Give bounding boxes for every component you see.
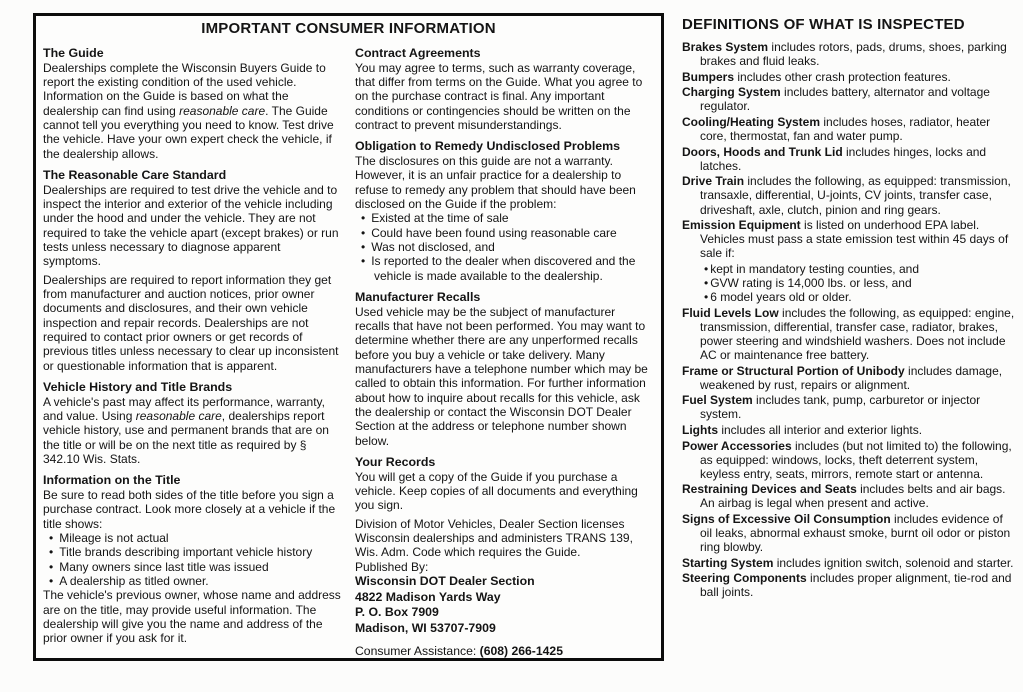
paragraph: The vehicle's previous owner, whose name and address are on the title, may provide useful information. The dealership will give you the name and address of the prior owner if you ask for it. — [43, 588, 341, 646]
publisher-address-line: P. O. Box 7909 — [355, 605, 439, 620]
emission-conditions-list — [682, 262, 1018, 304]
list-item: • Was not disclosed, and — [361, 240, 653, 254]
definition-term: Doors, Hoods and Trunk Lid — [682, 144, 843, 159]
definition-term: Fluid Levels Low — [682, 305, 779, 320]
paragraph: Used vehicle may be the subject of manufacturer recalls that have not been performed. You may want to determine whether there are any unperformed recalls before you buy a vehicle or take delivery. Many manufacturers have a telephone number which may be called to obtain this information. For further information about how to inquire about recalls for this vehicle, ask the dealership or contact the Wisconsin DOT Dealer Section at the address or telephone number shown below. — [355, 304, 648, 448]
paragraph: You may agree to terms, such as warranty coverage, that differ from terms on the Guide. What you agree to on the purchase contract is final. Any important conditions or contingencies should be written on the contract to prevent misunderstandings. — [355, 60, 643, 132]
consumer-info-title: IMPORTANT CONSUMER INFORMATION — [201, 20, 496, 37]
definition-entry — [682, 115, 1018, 143]
paragraph — [43, 395, 341, 467]
definition-entry — [682, 364, 1018, 392]
definition-entry — [682, 439, 1018, 481]
section-the-guide — [43, 46, 341, 161]
definition-text: includes belts and air bags. An airbag is legal when present and active. — [700, 482, 1006, 511]
definition-text: is listed on underhood EPA label. Vehicles must pass a state emission test within 45 days of sale if: — [700, 218, 1009, 261]
definition-term: Fuel System — [682, 393, 753, 408]
list-item: • Many owners since last title was issued — [49, 560, 341, 574]
definition-entry — [682, 423, 1018, 437]
section-contract-agreements — [355, 46, 653, 132]
definition-text: includes damage, weakened by rust, repairs or alignment. — [700, 363, 1003, 392]
definition-entry — [682, 571, 1018, 599]
definition-entry — [682, 70, 1018, 84]
definition-entry — [682, 512, 1018, 554]
published-by-label: Published By: — [355, 559, 429, 574]
definition-text: includes rotors, pads, drums, shoes, parking brakes and fluid leaks. — [700, 40, 1007, 69]
definition-entry — [682, 145, 1018, 173]
definition-term: Cooling/Heating System — [682, 114, 821, 129]
section-heading: Your Records — [355, 455, 436, 470]
definition-text: includes (but not limited to) the following, as equipped: windows, locks, theft deterrent system, keyless entry, seats, mirrors, remote start or antenna. — [700, 438, 1012, 481]
consumer-info-columns — [36, 39, 661, 661]
italic-phrase: reasonable care — [135, 409, 222, 423]
definition-entry — [682, 482, 1018, 510]
definition-entry — [682, 393, 1018, 421]
publisher-name: Wisconsin DOT Dealer Section — [355, 574, 535, 589]
definitions-title: DEFINITIONS OF WHAT IS INSPECTED — [682, 16, 965, 33]
definition-text: includes all interior and exterior lights. — [718, 422, 923, 437]
definition-text: includes hoses, radiator, heater core, thermostat, fan and water pump. — [700, 114, 991, 144]
definition-term: Charging System — [682, 85, 781, 100]
list-item: • 6 model years old or older. — [704, 290, 1018, 304]
definitions-column — [682, 16, 1018, 601]
consumer-assistance-line — [355, 644, 653, 658]
section-heading: The Guide — [43, 46, 104, 60]
publisher-block — [355, 560, 653, 637]
list-item: • A dealership as titled owner. — [49, 574, 341, 588]
definition-entry — [682, 174, 1018, 216]
definition-entry — [682, 556, 1018, 570]
paragraph: Be sure to read both sides of the title before you sign a purchase contract. Look more closely at a vehicle if the title shows: — [43, 487, 336, 531]
definition-term: Drive Train — [682, 174, 745, 189]
section-obligation-to-remedy — [355, 139, 653, 283]
text-run: . The Guide cannot tell you everything you need to know. Test drive the vehicle. Have your own expert check the vehicle, if the dealership allows. — [43, 103, 334, 161]
definition-entry — [682, 40, 1018, 68]
list-item: • Title brands describing important vehicle history — [49, 545, 341, 559]
text-run: A vehicle's past may affect its performance, warranty, and value. Using — [43, 394, 325, 423]
definition-text: includes tank, pump, carburetor or injector system. — [700, 393, 981, 422]
section-heading: Information on the Title — [43, 473, 181, 488]
definition-term: Restraining Devices and Seats — [682, 482, 857, 497]
publisher-address-line: 4822 Madison Yards Way — [355, 589, 501, 604]
paragraph: Division of Motor Vehicles, Dealer Section licenses Wisconsin dealerships and administers TRANS 139, Wis. Adm. Code which requires the Guide. — [355, 516, 633, 560]
section-heading: The Reasonable Care Standard — [43, 168, 227, 182]
definition-term: Lights — [682, 422, 718, 437]
paragraph: The disclosures on this guide are not a warranty. However, it is an unfair practice for a dealership to refuse to remedy any problem that should have been disclosed on the Guide if the problem: — [355, 153, 636, 211]
column-middle — [355, 39, 653, 661]
definition-text: includes battery, alternator and voltage regulator. — [700, 85, 990, 114]
title-warning-list — [43, 531, 341, 588]
definition-entry — [682, 218, 1018, 260]
definition-text: includes evidence of oil leaks, abnormal exhaust smoke, burnt oil odor or piston ring blowby. — [700, 512, 1011, 555]
section-vehicle-history-title-brands — [43, 380, 341, 466]
section-heading: Vehicle History and Title Brands — [43, 380, 233, 395]
text-run: , dealerships report vehicle history, use and permanent brands that are on the title or will be on the next title as required by § 342.10 Wis. Stats. — [43, 409, 329, 467]
paragraph: Dealerships are required to report information they get from manufacturer and auction notices, prior owner documents and disclosures, and their own vehicle inspection and repair records. Dealerships are not required to contact prior owners or get records of previous titles unless necessary to clear up inconsistent or questionable information that is apparent. — [43, 272, 339, 373]
definition-term: Signs of Excessive Oil Consumption — [682, 512, 891, 526]
paragraph: Dealerships are required to test drive the vehicle and to inspect the interior and exterior of the vehicle including under the hood and under the vehicle. They are not required to take the vehicle apart (except brakes) or run tests unless necessary to diagnose apparent symptoms. — [43, 182, 339, 269]
definition-term: Emission Equipment — [682, 218, 801, 233]
definition-term: Frame or Structural Portion of Unibody — [682, 363, 905, 378]
definition-text: includes the following, as equipped: transmission, transaxle, differential, U-joints, CV joints, transfer case, driveshaft, axle, clutch, pinion and ring gears. — [700, 174, 1011, 217]
definition-text: includes other crash protection features. — [734, 69, 951, 84]
section-reasonable-care-standard — [43, 168, 341, 373]
definition-term: Starting System — [682, 555, 774, 570]
list-item: • Existed at the time of sale — [361, 211, 653, 225]
definition-text: includes ignition switch, solenoid and starter. — [773, 555, 1014, 570]
list-item: • Mileage is not actual — [49, 531, 341, 545]
definition-term: Bumpers — [682, 69, 735, 84]
definition-term: Steering Components — [682, 571, 807, 586]
section-heading: Manufacturer Recalls — [355, 290, 481, 304]
assistance-label: Consumer Assistance: — [355, 644, 480, 659]
consumer-info-box — [33, 13, 664, 661]
section-manufacturer-recalls — [355, 290, 653, 448]
section-heading: Obligation to Remedy Undisclosed Problems — [355, 139, 621, 154]
definition-entry — [682, 85, 1018, 113]
definition-entry — [682, 306, 1018, 362]
paragraph: You will get a copy of the Guide if you purchase a vehicle. Keep copies of all documents and everything you sign. — [355, 469, 638, 513]
definition-term: Brakes System — [682, 40, 769, 54]
text-run: Dealerships complete the Wisconsin Buyers Guide to report the existing condition of the used vehicle. Information on the Guide is based on what the dealership can find using — [43, 60, 326, 118]
section-information-on-title — [43, 473, 341, 645]
problem-conditions-list — [355, 211, 653, 283]
definition-text: includes proper alignment, tie-rod and ball joints. — [700, 571, 1012, 600]
list-item: • Could have been found using reasonable care — [361, 226, 653, 240]
list-item: • kept in mandatory testing counties, and — [704, 262, 1018, 276]
column-left — [43, 39, 341, 661]
definition-term: Power Accessories — [682, 438, 792, 453]
paragraph — [43, 61, 341, 161]
definition-text: includes the following, as equipped: engine, transmission, differential, transfer case, radiator, brakes, power steering and windshield washers. Does not include AC or maintenance free battery. — [700, 305, 1015, 362]
section-heading: Contract Agreements — [355, 46, 481, 60]
assistance-phone-number: (608) 266-1425 — [479, 644, 563, 659]
italic-phrase: reasonable care — [179, 103, 266, 118]
publisher-address-line: Madison, WI 53707-7909 — [355, 620, 496, 635]
list-item: • Is reported to the dealer when discovered and the vehicle is made available to the dealership. — [361, 254, 653, 283]
section-your-records — [355, 455, 653, 560]
definition-text: includes hinges, locks and latches. — [700, 144, 987, 173]
list-item: • GVW rating is 14,000 lbs. or less, and — [704, 276, 1018, 290]
